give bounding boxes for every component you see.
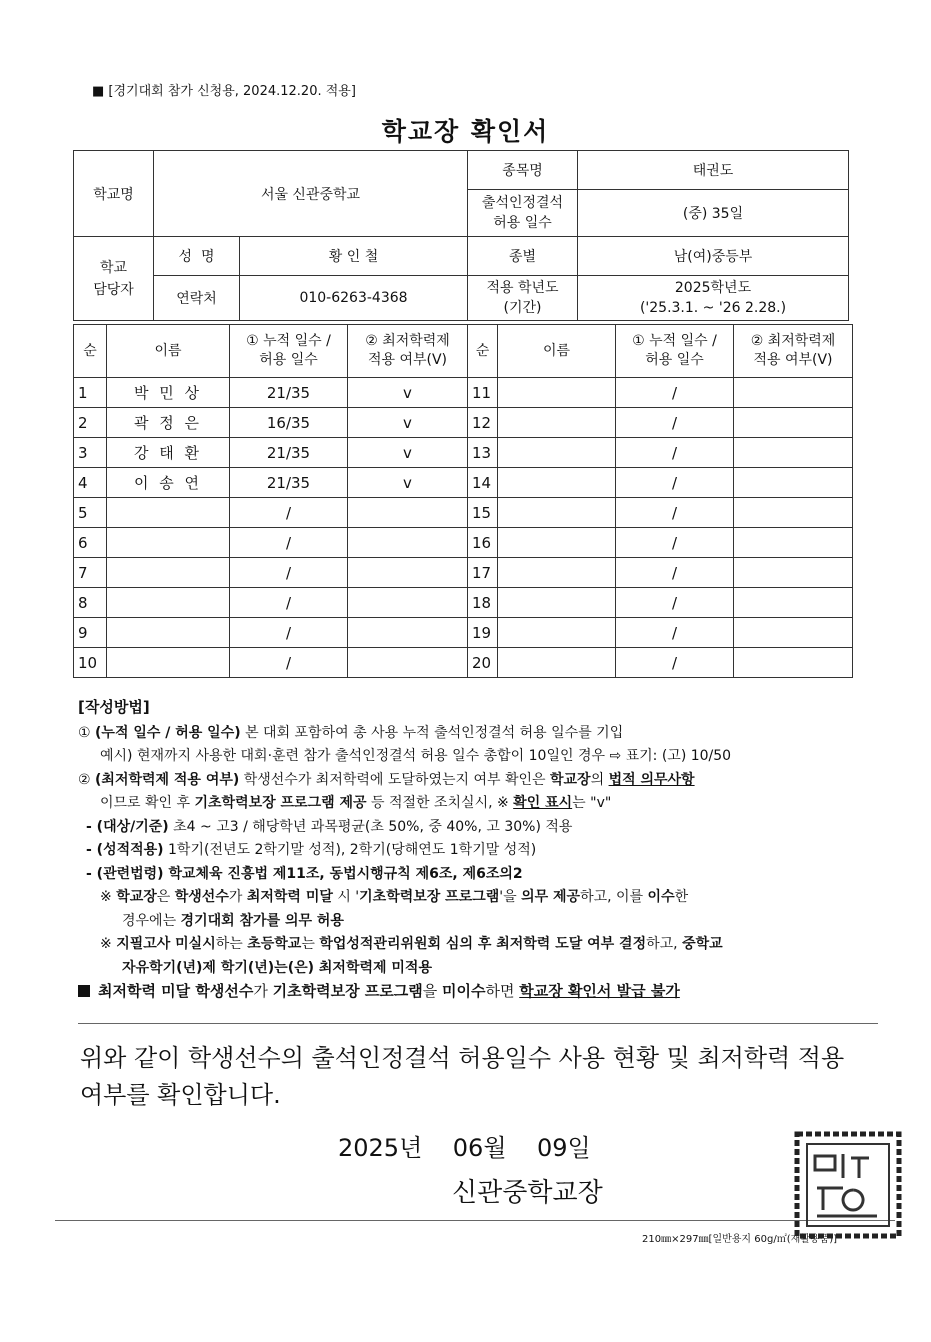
athlete-name: 강 태 환 <box>107 438 230 468</box>
athlete-name <box>498 528 616 558</box>
min-grade-check: v <box>348 468 468 498</box>
remark-2-line2: 자유학기(년)제 학기(년)는(은) 최저학력제 미적용 <box>122 959 432 976</box>
col-min: ② 최저학력제 적용 여부(V) <box>734 325 853 378</box>
table-row <box>74 528 853 558</box>
row-number: 6 <box>74 528 107 558</box>
days-used: / <box>616 468 734 498</box>
note-1: ① (누적 일수 / 허용 일수) 본 대회 포함하여 총 사용 누적 출석인정결석 허용 일수를 기입 <box>78 724 624 741</box>
athlete-name: 박 민 상 <box>107 378 230 408</box>
row-number: 9 <box>74 618 107 648</box>
official-seal <box>793 1130 903 1240</box>
school-label: 학교명 <box>74 151 154 237</box>
athlete-name <box>498 618 616 648</box>
row-number: 4 <box>74 468 107 498</box>
days-used: / <box>616 618 734 648</box>
min-grade-check <box>348 648 468 678</box>
athlete-name <box>498 408 616 438</box>
min-grade-check <box>734 468 853 498</box>
phone-value: 010-6263-4368 <box>240 276 468 321</box>
row-number: 10 <box>74 648 107 678</box>
paper-spec: 210㎜×297㎜[일반용지 60g/㎡(재활용품)] <box>642 1234 838 1245</box>
min-grade-check <box>348 498 468 528</box>
days-used: / <box>616 528 734 558</box>
gender-value: 남(여)중등부 <box>578 237 849 276</box>
signer: 신관중학교장 <box>452 1178 603 1208</box>
divider <box>78 1023 878 1024</box>
athlete-name <box>498 558 616 588</box>
days-used: / <box>616 378 734 408</box>
days-used: 21/35 <box>230 378 348 408</box>
row-number: 13 <box>468 438 498 468</box>
athlete-table <box>73 324 853 678</box>
allowed-label: 출석인정결석 허용 일수 <box>468 190 578 237</box>
athlete-name <box>107 618 230 648</box>
date: 2025년 06월 09일 <box>338 1134 591 1162</box>
table-row <box>74 378 853 408</box>
min-grade-check: v <box>348 408 468 438</box>
note-2: ② (최저학력제 적용 여부) 학생선수가 최저학력에 도달하였는지 여부 확인은 학교장의 법적 의무사항 <box>78 771 695 788</box>
table-row <box>74 588 853 618</box>
min-grade-check <box>348 618 468 648</box>
athlete-name <box>498 378 616 408</box>
school-value: 서울 신관중학교 <box>154 151 468 237</box>
checkbox-icon <box>78 985 90 997</box>
year-label: 적용 학년도 (기간) <box>468 276 578 321</box>
days-used: / <box>230 588 348 618</box>
col-no: 순 <box>468 325 498 378</box>
days-used: / <box>616 498 734 528</box>
detail-grades: - (성적적용) 1학기(전년도 2학기말 성적), 2학기(당해연도 1학기말 성적) <box>86 842 537 858</box>
days-used: 21/35 <box>230 468 348 498</box>
days-used: / <box>230 498 348 528</box>
min-grade-check <box>734 498 853 528</box>
page-title: 학교장 확인서 <box>381 117 550 146</box>
days-used: / <box>616 558 734 588</box>
row-number: 15 <box>468 498 498 528</box>
row-number: 11 <box>468 378 498 408</box>
gender-label: 종별 <box>468 237 578 276</box>
col-days: ① 누적 일수 / 허용 일수 <box>230 325 348 378</box>
min-grade-check <box>734 408 853 438</box>
contact-label: 학교 담당자 <box>74 237 154 321</box>
row-number: 14 <box>468 468 498 498</box>
days-used: / <box>616 408 734 438</box>
remark-2: ※ 지필고사 미실시하는 초등학교는 학업성적관리위원회 심의 후 최저학력 도달 여부 결정하고, 중학교 <box>100 936 723 952</box>
col-name: 이름 <box>107 325 230 378</box>
athlete-name <box>498 438 616 468</box>
row-number: 2 <box>74 408 107 438</box>
allowed-value: (중) 35일 <box>578 190 849 237</box>
row-number: 18 <box>468 588 498 618</box>
row-number: 12 <box>468 408 498 438</box>
athlete-name <box>107 558 230 588</box>
athlete-name <box>498 468 616 498</box>
days-used: / <box>230 648 348 678</box>
athlete-name <box>107 648 230 678</box>
name-label: 성 명 <box>154 237 240 276</box>
days-used: / <box>230 558 348 588</box>
phone-label: 연락처 <box>154 276 240 321</box>
athlete-name <box>107 528 230 558</box>
row-number: 7 <box>74 558 107 588</box>
col-days: ① 누적 일수 / 허용 일수 <box>616 325 734 378</box>
row-number: 16 <box>468 528 498 558</box>
min-grade-check: v <box>348 378 468 408</box>
athlete-name <box>107 498 230 528</box>
col-name: 이름 <box>498 325 616 378</box>
days-used: 16/35 <box>230 408 348 438</box>
row-number: 1 <box>74 378 107 408</box>
days-used: / <box>616 438 734 468</box>
row-number: 3 <box>74 438 107 468</box>
min-grade-check <box>734 648 853 678</box>
table-row <box>74 648 853 678</box>
athlete-name: 곽 정 은 <box>107 408 230 438</box>
table-row <box>74 468 853 498</box>
table-row <box>74 408 853 438</box>
col-min: ② 최저학력제 적용 여부(V) <box>348 325 468 378</box>
min-grade-check <box>348 588 468 618</box>
notice: 최저학력 미달 학생선수가 기초학력보장 프로그램을 미이수하면 학교장 확인서 발급 불가 <box>78 980 878 1004</box>
instructions <box>78 696 878 1004</box>
table-row <box>74 558 853 588</box>
athlete-name: 이 송 연 <box>107 468 230 498</box>
confirm-statement: 위와 같이 학생선수의 출석인정결석 허용일수 사용 현황 및 최저학력 적용 여부를 확인합니다. <box>80 1044 845 1109</box>
min-grade-check <box>734 558 853 588</box>
min-grade-check <box>734 618 853 648</box>
row-number: 19 <box>468 618 498 648</box>
remark-1: ※ 학교장은 학생선수가 최저학력 미달 시 '기초학력보장 프로그램'을 의무 제공하고, 이를 이수한 <box>100 889 689 905</box>
year-value: 2025학년도 ('25.3.1. ~ '26 2.28.) <box>578 276 849 321</box>
athlete-name <box>498 498 616 528</box>
header-note: ■ [경기대회 참가 신청용, 2024.12.20. 적용] <box>92 84 356 99</box>
days-used: / <box>230 618 348 648</box>
row-number: 8 <box>74 588 107 618</box>
note-2-line2: 이므로 확인 후 기초학력보장 프로그램 제공 등 적절한 조치실시, ※ 확인 표시는 "v" <box>100 795 612 811</box>
info-table <box>73 150 849 321</box>
divider <box>55 1220 895 1221</box>
table-row <box>74 618 853 648</box>
detail-target: - (대상/기준) 초4 ~ 고3 / 해당학년 과목평균(초 50%, 중 40%, 고 30%) 적용 <box>86 818 573 835</box>
table-row <box>74 498 853 528</box>
min-grade-check <box>734 528 853 558</box>
days-used: 21/35 <box>230 438 348 468</box>
athlete-name <box>498 648 616 678</box>
min-grade-check <box>734 378 853 408</box>
athlete-name <box>498 588 616 618</box>
name-value: 황 인 철 <box>240 237 468 276</box>
note-1-example: 예시) 현재까지 사용한 대회·훈련 참가 출석인정결석 허용 일수 총합이 10일인 경우 ⇨ 표기: (고) 10/50 <box>100 748 732 764</box>
sport-value: 태권도 <box>578 151 849 190</box>
sport-label: 종목명 <box>468 151 578 190</box>
days-used: / <box>230 528 348 558</box>
min-grade-check: v <box>348 438 468 468</box>
min-grade-check <box>348 528 468 558</box>
remark-1-line2: 경우에는 경기대회 참가를 의무 허용 <box>122 912 344 929</box>
athlete-name <box>107 588 230 618</box>
days-used: / <box>616 648 734 678</box>
detail-law: - (관련법령) 학교체육 진흥법 제11조, 동법시행규칙 제6조, 제6조의2 <box>86 865 523 882</box>
days-used: / <box>616 588 734 618</box>
row-number: 20 <box>468 648 498 678</box>
instructions-title: [작성방법] <box>78 698 150 716</box>
table-row <box>74 438 853 468</box>
row-number: 5 <box>74 498 107 528</box>
row-number: 17 <box>468 558 498 588</box>
min-grade-check <box>348 558 468 588</box>
min-grade-check <box>734 588 853 618</box>
col-no: 순 <box>74 325 107 378</box>
min-grade-check <box>734 438 853 468</box>
